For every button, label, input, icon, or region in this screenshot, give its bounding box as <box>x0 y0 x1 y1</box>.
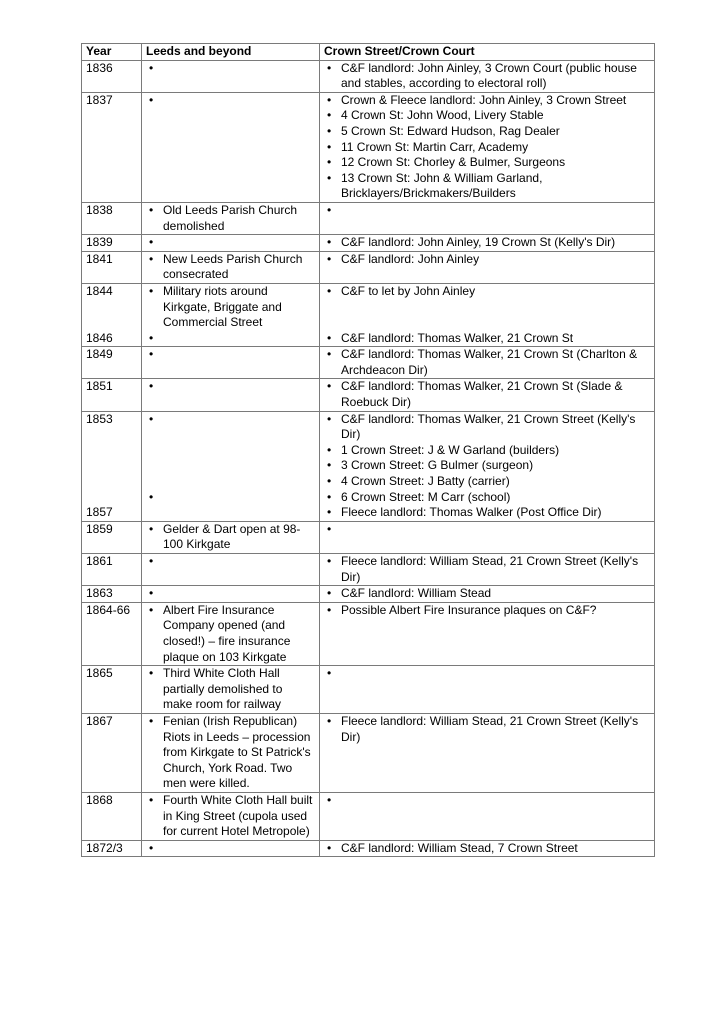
list-item: • 1 Crown Street: J & W Garland (builders) <box>324 443 650 459</box>
list-item: • C&F landlord: Thomas Walker, 21 Crown St (Slade & Roebuck Dir) <box>324 379 650 410</box>
table-row <box>82 666 655 714</box>
list-item: • 5 Crown St: Edward Hudson, Rag Dealer <box>324 124 650 140</box>
leeds-cell <box>142 554 320 586</box>
leeds-cell <box>142 347 320 379</box>
year-label: 1853 <box>86 411 113 426</box>
leeds-cell <box>142 521 320 553</box>
year-cell: 1841 <box>82 251 142 283</box>
year-cell: 1861 <box>82 554 142 586</box>
crown-cell <box>320 202 655 234</box>
list-item: • C&F landlord: Thomas Walker, 21 Crown St <box>324 331 650 347</box>
leeds-cell <box>142 202 320 234</box>
year-cell: 1865 <box>82 666 142 714</box>
table-row <box>82 60 655 92</box>
year-cell: 1864-66 <box>82 602 142 665</box>
list-item: • Possible Albert Fire Insurance plaques on C&F? <box>324 603 650 619</box>
list-item: • Military riots around Kirkgate, Briggate and Commercial Street <box>146 284 315 331</box>
crown-cell <box>320 554 655 586</box>
list-item: • Fleece landlord: William Stead, 21 Crown Street (Kelly's Dir) <box>324 554 650 585</box>
year-label: 1846 <box>86 330 113 345</box>
list-item: • 13 Crown St: John & William Garland, Bricklayers/Brickmakers/Builders <box>324 171 650 202</box>
crown-cell <box>320 283 655 346</box>
table-row <box>82 792 655 840</box>
list-item: • Third White Cloth Hall partially demolished to make room for railway <box>146 666 315 713</box>
list-item: • Albert Fire Insurance Company opened (and closed!) – fire insurance plaque on 103 Kirkgate <box>146 603 315 665</box>
list-item: • Crown & Fleece landlord: John Ainley, 3 Crown Street <box>324 93 650 109</box>
table-row <box>82 521 655 553</box>
header-leeds: Leeds and beyond <box>142 44 320 61</box>
table-row <box>82 235 655 252</box>
list-item: • 11 Crown St: Martin Carr, Academy <box>324 140 650 156</box>
list-item: • C&F landlord: William Stead <box>324 586 650 602</box>
crown-cell <box>320 521 655 553</box>
leeds-cell <box>142 283 320 346</box>
leeds-cell <box>142 251 320 283</box>
year-cell: 1839 <box>82 235 142 252</box>
list-item: • C&F landlord: John Ainley <box>324 252 650 268</box>
crown-cell <box>320 602 655 665</box>
leeds-cell <box>142 840 320 857</box>
list-item: • Old Leeds Parish Church demolished <box>146 203 315 234</box>
crown-cell <box>320 666 655 714</box>
leeds-cell <box>142 235 320 252</box>
leeds-cell <box>142 602 320 665</box>
list-item: • Fleece landlord: Thomas Walker (Post Office Dir) <box>324 505 650 521</box>
crown-cell <box>320 411 655 521</box>
list-item: • Fourth White Cloth Hall built in King Street (cupola used for current Hotel Metropole) <box>146 793 315 840</box>
year-cell: 1851 <box>82 379 142 411</box>
table-row <box>82 347 655 379</box>
table-row <box>82 713 655 792</box>
leeds-cell <box>142 379 320 411</box>
year-cell <box>82 283 142 346</box>
table-row <box>82 283 655 346</box>
list-item: • C&F landlord: Thomas Walker, 21 Crown St (Charlton & Archdeacon Dir) <box>324 347 650 378</box>
year-cell: 1859 <box>82 521 142 553</box>
crown-cell <box>320 92 655 202</box>
year-label: 1844 <box>86 283 113 298</box>
list-item: • 6 Crown Street: M Carr (school) <box>324 490 650 506</box>
crown-cell <box>320 792 655 840</box>
year-cell <box>82 411 142 521</box>
crown-cell <box>320 713 655 792</box>
list-item: • 12 Crown St: Chorley & Bulmer, Surgeons <box>324 155 650 171</box>
year-cell: 1863 <box>82 586 142 603</box>
year-cell: 1867 <box>82 713 142 792</box>
timeline-table <box>81 43 655 857</box>
leeds-cell <box>142 60 320 92</box>
table-row <box>82 586 655 603</box>
list-item: • Gelder & Dart open at 98-100 Kirkgate <box>146 522 315 553</box>
crown-cell <box>320 586 655 603</box>
header-year: Year <box>82 44 142 61</box>
table-row <box>82 840 655 857</box>
list-item: • C&F landlord: Thomas Walker, 21 Crown Street (Kelly's Dir) <box>324 412 650 443</box>
table-row <box>82 92 655 202</box>
crown-cell <box>320 251 655 283</box>
header-crown: Crown Street/Crown Court <box>320 44 655 61</box>
table-row <box>82 379 655 411</box>
crown-cell <box>320 379 655 411</box>
table-row <box>82 202 655 234</box>
leeds-cell <box>142 411 320 521</box>
table-row <box>82 602 655 665</box>
year-cell: 1838 <box>82 202 142 234</box>
list-item: • C&F landlord: William Stead, 7 Crown Street <box>324 841 650 857</box>
crown-cell <box>320 60 655 92</box>
leeds-cell <box>142 713 320 792</box>
list-item: • C&F to let by John Ainley <box>324 284 650 300</box>
table-row <box>82 411 655 521</box>
crown-cell <box>320 235 655 252</box>
list-item: • Fenian (Irish Republican) Riots in Leeds – procession from Kirkgate to St Patrick's Church, York Road. Two men were killed. <box>146 714 315 792</box>
list-item: • 4 Crown St: John Wood, Livery Stable <box>324 108 650 124</box>
year-cell: 1872/3 <box>82 840 142 857</box>
leeds-cell <box>142 92 320 202</box>
table-header-row <box>82 44 655 61</box>
crown-cell <box>320 347 655 379</box>
list-item: • 4 Crown Street: J Batty (carrier) <box>324 474 650 490</box>
leeds-cell <box>142 586 320 603</box>
leeds-cell <box>142 666 320 714</box>
year-cell: 1849 <box>82 347 142 379</box>
year-cell: 1837 <box>82 92 142 202</box>
table-row <box>82 554 655 586</box>
table-row <box>82 251 655 283</box>
crown-cell <box>320 840 655 857</box>
list-item: • New Leeds Parish Church consecrated <box>146 252 315 283</box>
leeds-cell <box>142 792 320 840</box>
year-cell: 1836 <box>82 60 142 92</box>
year-cell: 1868 <box>82 792 142 840</box>
list-item: • Fleece landlord: William Stead, 21 Crown Street (Kelly's Dir) <box>324 714 650 745</box>
list-item: • C&F landlord: John Ainley, 19 Crown St (Kelly's Dir) <box>324 235 650 251</box>
year-label: 1857 <box>86 505 113 520</box>
list-item: • C&F landlord: John Ainley, 3 Crown Court (public house and stables, according to electoral roll) <box>324 61 650 92</box>
list-item: • 3 Crown Street: G Bulmer (surgeon) <box>324 458 650 474</box>
